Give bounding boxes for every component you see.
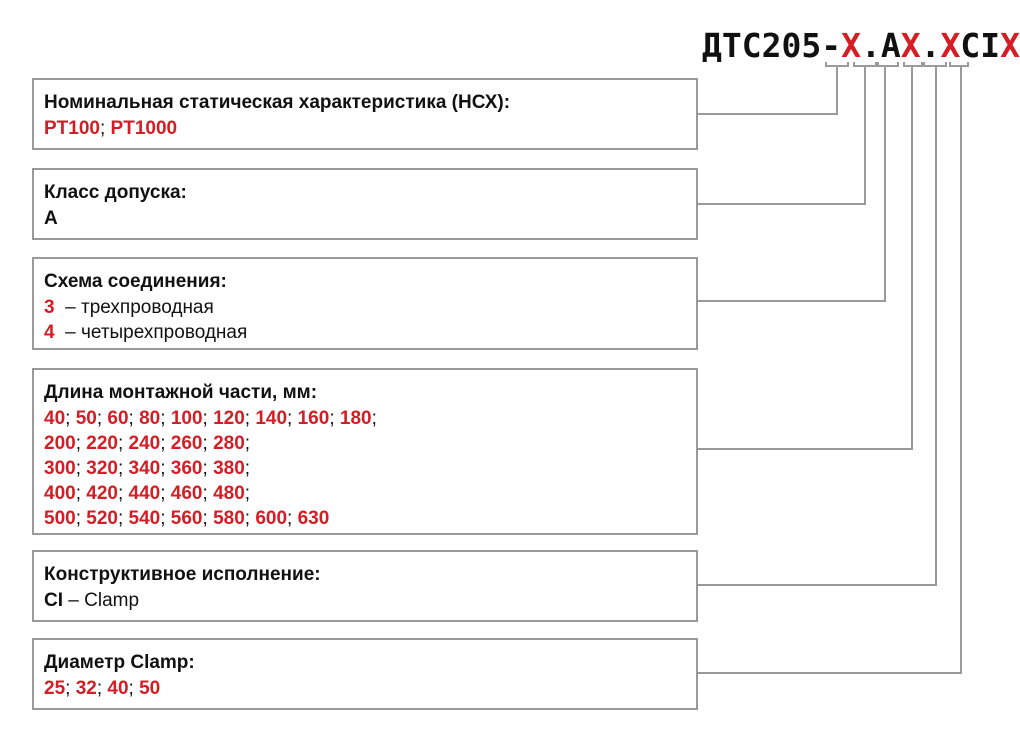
bracket-nsx <box>826 62 848 66</box>
nsx-values: PT100; PT1000 <box>44 118 178 139</box>
box-title: Диаметр Clamp: <box>44 652 195 673</box>
value-item: 32 <box>75 678 97 699</box>
box-title: Класс допуска: <box>44 182 187 203</box>
option-text: – трехпроводная <box>65 297 214 318</box>
value-item: 180 <box>339 408 372 429</box>
value-item: 380 <box>213 458 245 479</box>
value-item: 480 <box>213 483 245 504</box>
code-prefix: ДТС205- <box>702 26 842 65</box>
box-title: Номинальная статическая характеристика (НСХ): <box>44 92 511 113</box>
value-item: 120 <box>213 408 245 429</box>
box-length <box>32 368 698 535</box>
bracket-tolerance <box>854 62 876 66</box>
bracket-length <box>904 62 922 66</box>
design-code: CI <box>44 590 63 611</box>
value-item: 50 <box>75 408 97 429</box>
value-item: 200 <box>44 433 76 454</box>
value-item: 520 <box>86 508 118 529</box>
box-tolerance <box>32 168 698 240</box>
value-item: A <box>44 208 58 229</box>
value-item: 300 <box>44 458 76 479</box>
box-design <box>32 550 698 622</box>
box-nsx <box>32 78 698 150</box>
leader-clamp <box>698 66 961 673</box>
tolerance-value <box>44 206 686 231</box>
value-item: 540 <box>128 508 161 529</box>
value-item: 460 <box>170 483 203 504</box>
value-item: 420 <box>86 483 118 504</box>
code-seg-nsx: X <box>841 26 861 65</box>
box-wiring <box>32 257 698 350</box>
option-code: 3 <box>44 297 55 318</box>
code-seg-tolerance: A <box>880 26 901 65</box>
leader-length <box>698 66 912 449</box>
design-text: – Clamp <box>68 590 140 611</box>
code-seg-wiring: X <box>900 26 921 65</box>
box-clamp <box>32 638 698 710</box>
value-item: 160 <box>297 408 330 429</box>
leader-tolerance <box>698 66 865 204</box>
bracket-design <box>924 62 946 66</box>
value-item: PT100 <box>44 118 100 139</box>
length-row: 200; 220; 240; 260; 280; <box>44 433 251 454</box>
clamp-values: 25; 32; 40; 50 <box>44 678 161 699</box>
value-item: 260 <box>170 433 203 454</box>
value-item: 280 <box>213 433 245 454</box>
value-item: 320 <box>86 458 118 479</box>
value-item: 100 <box>170 408 203 429</box>
code-seg-design: CI <box>960 26 1001 65</box>
value-item: 220 <box>86 433 118 454</box>
value-item: PT1000 <box>110 118 178 139</box>
wiring-option <box>44 295 686 320</box>
value-item: 40 <box>107 678 129 699</box>
leader-design <box>698 66 936 585</box>
value-item: 630 <box>297 508 330 529</box>
value-item: 60 <box>107 408 129 429</box>
value-item: 340 <box>128 458 161 479</box>
value-item: 140 <box>255 408 288 429</box>
value-item: 25 <box>44 678 66 699</box>
code-seg-clamp: X <box>1000 26 1020 65</box>
box-title: Длина монтажной части, мм: <box>44 382 318 403</box>
length-row: 300; 320; 340; 360; 380; <box>44 458 251 479</box>
bracket-clamp <box>950 62 968 66</box>
value-item: 500 <box>44 508 76 529</box>
design-value <box>44 588 686 613</box>
value-item: 50 <box>139 678 161 699</box>
length-row: 400; 420; 440; 460; 480; <box>44 483 251 504</box>
code-dot: . <box>920 26 941 65</box>
value-item: 400 <box>44 483 76 504</box>
leader-nsx <box>698 66 837 114</box>
value-item: 80 <box>139 408 161 429</box>
value-item: 40 <box>44 408 66 429</box>
wiring-option <box>44 320 686 345</box>
option-text: – четырехпроводная <box>65 322 248 343</box>
value-item: 580 <box>213 508 245 529</box>
length-row: 500; 520; 540; 560; 580; 600; 630 <box>44 508 330 529</box>
option-code: 4 <box>44 322 55 343</box>
value-item: 360 <box>170 458 203 479</box>
box-title: Схема соединения: <box>44 271 227 292</box>
length-row: 40; 50; 60; 80; 100; 120; 140; 160; 180; <box>44 408 377 429</box>
box-title: Конструктивное исполнение: <box>44 564 321 585</box>
value-item: 440 <box>128 483 161 504</box>
leader-wiring <box>698 66 885 301</box>
value-item: 560 <box>170 508 203 529</box>
length-rows <box>44 406 686 531</box>
bracket-wiring <box>878 62 898 66</box>
value-item: 600 <box>255 508 288 529</box>
code-seg-length: X <box>940 26 961 65</box>
value-item: 240 <box>128 433 161 454</box>
code-dot: . <box>860 26 881 65</box>
